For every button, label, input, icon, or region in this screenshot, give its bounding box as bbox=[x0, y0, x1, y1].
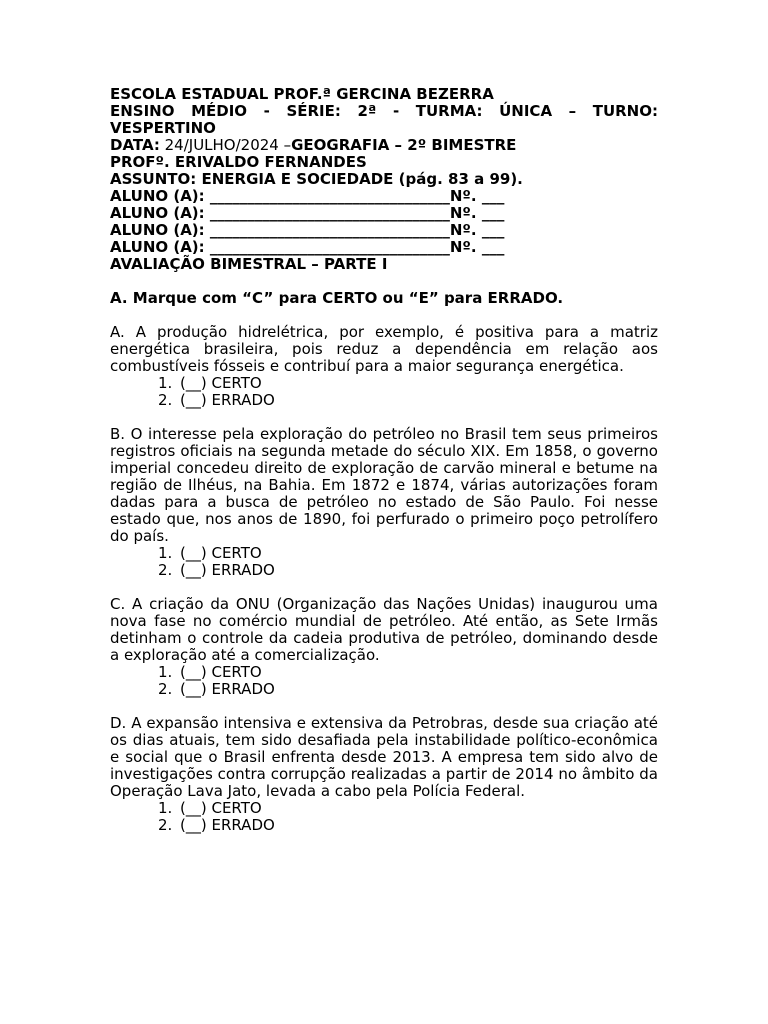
date-value: 24/JULHO/2024 – bbox=[159, 136, 292, 154]
option-label: (__) ERRADO bbox=[180, 561, 275, 579]
spacer bbox=[110, 698, 658, 715]
option-number: 1. bbox=[158, 374, 173, 392]
question-text: D. A expansão intensiva e extensiva da Petrobras, desde sua criação até os dias atuais, tem sido desafiada pela instabilidade político-econômica e social que o Brasil enfrenta desde 2013. A empresa tem sido alvo de investigações contra corrupção realizadas a partir de 2014 no âmbito da Operação Lava Jato, levada a cabo pela Polícia Federal. bbox=[110, 714, 658, 800]
option-label: (__) ERRADO bbox=[180, 816, 275, 834]
student-line[interactable]: ALUNO (A): ________________________________Nº. ___ bbox=[110, 238, 505, 256]
instruction: A. Marque com “C” para CERTO ou “E” para ERRADO. bbox=[110, 289, 564, 307]
date-line bbox=[110, 137, 658, 154]
option-certo[interactable] bbox=[110, 664, 658, 681]
question-b bbox=[110, 426, 658, 579]
teacher-name: PROFº. ERIVALDO FERNANDES bbox=[110, 153, 367, 171]
option-errado[interactable] bbox=[110, 392, 658, 409]
option-number: 2. bbox=[158, 561, 173, 579]
student-line[interactable]: ALUNO (A): ________________________________Nº. ___ bbox=[110, 204, 505, 222]
option-certo[interactable] bbox=[110, 800, 658, 817]
option-number: 1. bbox=[158, 544, 173, 562]
option-number: 2. bbox=[158, 391, 173, 409]
option-label: (__) CERTO bbox=[180, 544, 262, 562]
option-number: 2. bbox=[158, 680, 173, 698]
topic: ASSUNTO: ENERGIA E SOCIEDADE (pág. 83 a 99). bbox=[110, 170, 523, 188]
option-number: 1. bbox=[158, 663, 173, 681]
option-certo[interactable] bbox=[110, 545, 658, 562]
option-label: (__) ERRADO bbox=[180, 680, 275, 698]
option-errado[interactable] bbox=[110, 681, 658, 698]
answer-options bbox=[110, 545, 658, 579]
turno-value: VESPERTINO bbox=[110, 119, 216, 137]
spacer bbox=[110, 273, 658, 290]
spacer bbox=[110, 307, 658, 324]
answer-options bbox=[110, 375, 658, 409]
question-a bbox=[110, 324, 658, 409]
student-line[interactable]: ALUNO (A): ________________________________Nº. ___ bbox=[110, 187, 505, 205]
answer-options bbox=[110, 664, 658, 698]
exam-title: AVALIAÇÃO BIMESTRAL – PARTE I bbox=[110, 255, 388, 273]
option-certo[interactable] bbox=[110, 375, 658, 392]
option-errado[interactable] bbox=[110, 562, 658, 579]
date-label: DATA: bbox=[110, 136, 160, 154]
option-number: 2. bbox=[158, 816, 173, 834]
option-number: 1. bbox=[158, 799, 173, 817]
exam-header bbox=[110, 86, 658, 273]
school-name: ESCOLA ESTADUAL PROF.ª GERCINA BEZERRA bbox=[110, 85, 494, 103]
ensino-line: ENSINO MÉDIO - SÉRIE: 2ª - TURMA: ÚNICA – TURNO: bbox=[110, 102, 658, 120]
question-d bbox=[110, 715, 658, 834]
subject: GEOGRAFIA – 2º BIMESTRE bbox=[291, 136, 517, 154]
option-errado[interactable] bbox=[110, 817, 658, 834]
option-label: (__) CERTO bbox=[180, 663, 262, 681]
student-line[interactable]: ALUNO (A): ________________________________Nº. ___ bbox=[110, 221, 505, 239]
question-text: B. O interesse pela exploração do petróleo no Brasil tem seus primeiros registros oficiais na segunda metade do século XIX. Em 1858, o governo imperial concedeu direito de exploração de carvão mineral e betume na região de Ilhéus, na Bahia. Em 1872 e 1874, várias autorizações foram dadas para a busca de petróleo no estado de São Paulo. Foi nesse estado que, nos anos de 1890, foi perfurado o primeiro poço petrolífero do país. bbox=[110, 425, 658, 545]
answer-options bbox=[110, 800, 658, 834]
question-text: A. A produção hidrelétrica, por exemplo, é positiva para a matriz energética brasileira, pois reduz a dependência em relação aos combustíveis fósseis e contribuí para a maior segurança energética. bbox=[110, 323, 658, 375]
spacer bbox=[110, 579, 658, 596]
question-c bbox=[110, 596, 658, 698]
option-label: (__) CERTO bbox=[180, 799, 262, 817]
spacer bbox=[110, 409, 658, 426]
question-text: C. A criação da ONU (Organização das Nações Unidas) inaugurou uma nova fase no comércio mundial de petróleo. Até então, as Sete Irmãs detinham o controle da cadeia produtiva de petróleo, dominando desde a exploração até a comercialização. bbox=[110, 595, 658, 664]
option-label: (__) ERRADO bbox=[180, 391, 275, 409]
option-label: (__) CERTO bbox=[180, 374, 262, 392]
exam-document bbox=[110, 86, 658, 834]
